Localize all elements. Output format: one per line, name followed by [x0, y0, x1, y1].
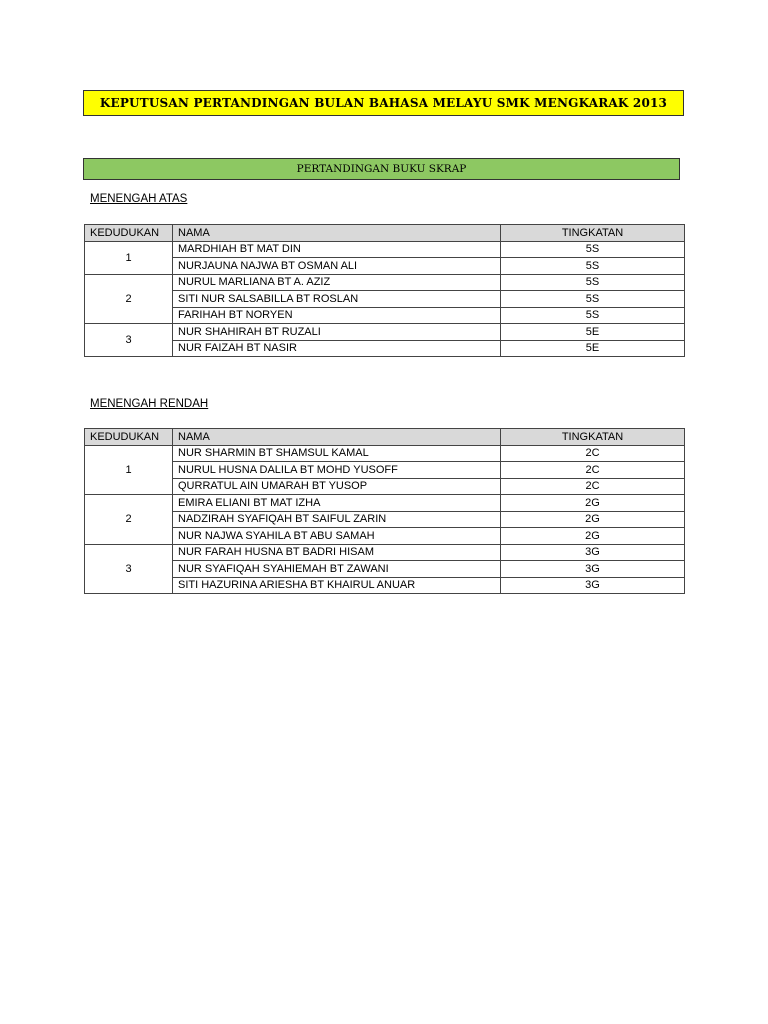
document-title: KEPUTUSAN PERTANDINGAN BULAN BAHASA MELAYU SMK MENGKARAK 2013 — [83, 90, 684, 116]
name-cell: NADZIRAH SYAFIQAH BT SAIFUL ZARIN — [173, 511, 501, 528]
col-header-form: TINGKATAN — [501, 225, 685, 242]
form-cell: 5E — [501, 340, 685, 357]
form-cell: 5S — [501, 241, 685, 258]
form-cell: 3G — [501, 577, 685, 594]
form-cell: 2G — [501, 528, 685, 545]
form-cell: 5E — [501, 324, 685, 341]
table-row — [85, 577, 685, 594]
table-row — [85, 544, 685, 561]
rank-cell: 2 — [85, 495, 173, 545]
name-cell: NURUL MARLIANA BT A. AZIZ — [173, 274, 501, 291]
name-cell: NUR NAJWA SYAHILA BT ABU SAMAH — [173, 528, 501, 545]
table-header-row — [85, 225, 685, 242]
name-cell: MARDHIAH BT MAT DIN — [173, 241, 501, 258]
form-cell: 2C — [501, 478, 685, 495]
name-cell: SITI NUR SALSABILLA BT ROSLAN — [173, 291, 501, 308]
table-row — [85, 258, 685, 275]
table-row — [85, 511, 685, 528]
form-cell: 2C — [501, 445, 685, 462]
col-header-name: NAMA — [173, 429, 501, 446]
rank-cell: 3 — [85, 324, 173, 357]
col-header-rank: KEDUDUKAN — [85, 429, 173, 446]
table-row — [85, 478, 685, 495]
table-row — [85, 561, 685, 578]
form-cell: 2G — [501, 495, 685, 512]
rank-cell: 3 — [85, 544, 173, 594]
heading-menengah-atas: MENENGAH ATAS — [90, 193, 188, 205]
col-header-rank: KEDUDUKAN — [85, 225, 173, 242]
name-cell: SITI HAZURINA ARIESHA BT KHAIRUL ANUAR — [173, 577, 501, 594]
table-row — [85, 462, 685, 479]
form-cell: 5S — [501, 307, 685, 324]
table-row — [85, 340, 685, 357]
col-header-form: TINGKATAN — [501, 429, 685, 446]
name-cell: QURRATUL AIN UMARAH BT YUSOP — [173, 478, 501, 495]
name-cell: NUR FARAH HUSNA BT BADRI HISAM — [173, 544, 501, 561]
table-row — [85, 324, 685, 341]
name-cell: FARIHAH BT NORYEN — [173, 307, 501, 324]
name-cell: NUR SYAFIQAH SYAHIEMAH BT ZAWANI — [173, 561, 501, 578]
form-cell: 2C — [501, 462, 685, 479]
name-cell: NURUL HUSNA DALILA BT MOHD YUSOFF — [173, 462, 501, 479]
table-row — [85, 495, 685, 512]
table-row — [85, 291, 685, 308]
col-header-name: NAMA — [173, 225, 501, 242]
name-cell: EMIRA ELIANI BT MAT IZHA — [173, 495, 501, 512]
heading-menengah-rendah: MENENGAH RENDAH — [90, 398, 209, 410]
table-row — [85, 274, 685, 291]
form-cell: 3G — [501, 544, 685, 561]
table-header-row — [85, 429, 685, 446]
form-cell: 2G — [501, 511, 685, 528]
form-cell: 5S — [501, 291, 685, 308]
form-cell: 5S — [501, 258, 685, 275]
results-table-rendah — [84, 428, 685, 594]
rank-cell: 1 — [85, 445, 173, 495]
form-cell: 3G — [501, 561, 685, 578]
name-cell: NUR FAIZAH BT NASIR — [173, 340, 501, 357]
name-cell: NUR SHARMIN BT SHAMSUL KAMAL — [173, 445, 501, 462]
form-cell: 5S — [501, 274, 685, 291]
name-cell: NURJAUNA NAJWA BT OSMAN ALI — [173, 258, 501, 275]
rank-cell: 1 — [85, 241, 173, 274]
table-row — [85, 528, 685, 545]
table-row — [85, 307, 685, 324]
table-row — [85, 241, 685, 258]
name-cell: NUR SHAHIRAH BT RUZALI — [173, 324, 501, 341]
section-title: PERTANDINGAN BUKU SKRAP — [83, 158, 680, 180]
table-row — [85, 445, 685, 462]
rank-cell: 2 — [85, 274, 173, 324]
results-table-atas — [84, 224, 685, 357]
